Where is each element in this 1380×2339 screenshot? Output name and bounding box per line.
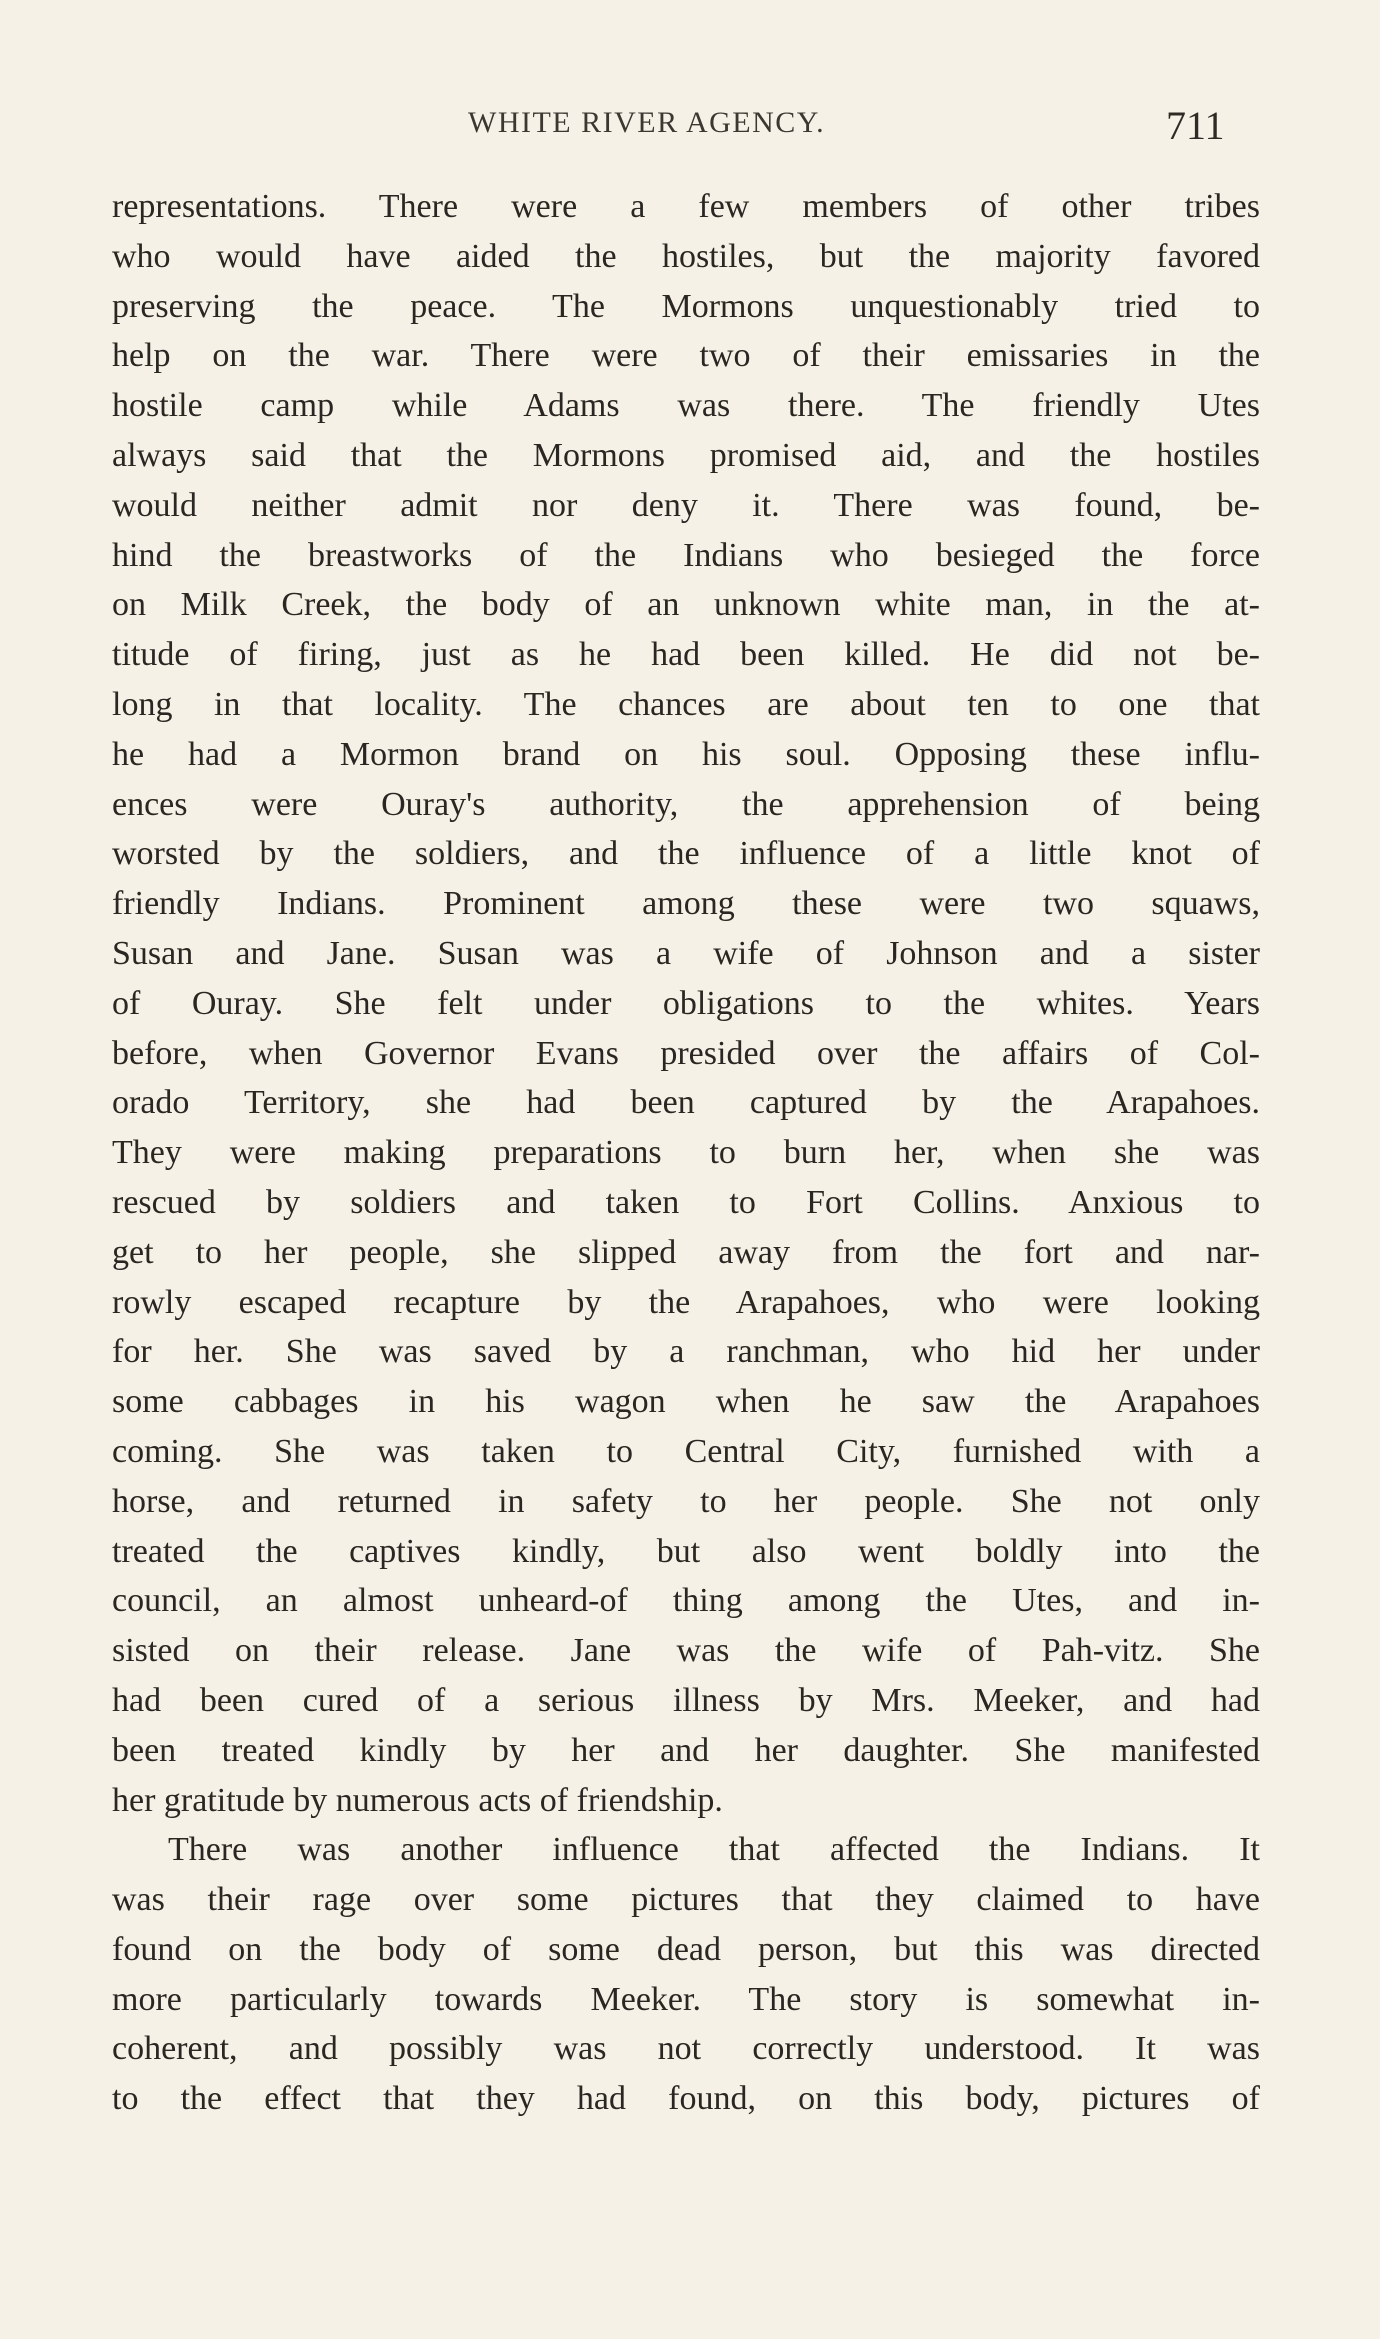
text-line: help on the war. There were two of their emissaries in the <box>112 337 1260 375</box>
text-line: long in that locality. The chances are about ten to one that <box>112 685 1260 723</box>
running-head: WHITE RIVER AGENCY. <box>468 106 826 139</box>
text-line: some cabbages in his wagon when he saw the Arapahoes <box>112 1383 1260 1421</box>
text-line: Susan and Jane. Susan was a wife of Johnson and a sister <box>112 934 1260 972</box>
text-line: sisted on their release. Jane was the wife of Pah-vitz. She <box>112 1632 1260 1670</box>
text-line: coming. She was taken to Central City, furnished with a <box>112 1432 1260 1470</box>
text-line: hostile camp while Adams was there. The friendly Utes <box>112 387 1260 425</box>
text-line: more particularly towards Meeker. The story is somewhat in- <box>112 1980 1260 2018</box>
text-line: would neither admit nor deny it. There was found, be- <box>112 486 1260 524</box>
text-line: They were making preparations to burn her, when she was <box>112 1134 1260 1172</box>
text-line: been treated kindly by her and her daughter. She manifested <box>112 1731 1260 1769</box>
text-line: of Ouray. She felt under obligations to the whites. Years <box>112 984 1260 1022</box>
text-line: titude of firing, just as he had been killed. He did not be- <box>112 636 1260 674</box>
text-line: council, an almost unheard-of thing among the Utes, and in- <box>112 1582 1260 1620</box>
paragraph-start-line: There was another influence that affected the Indians. It <box>168 1831 1260 1869</box>
paragraph-end-line: her gratitude by numerous acts of friendship. <box>112 1781 723 1819</box>
text-line: on Milk Creek, the body of an unknown white man, in the at- <box>112 586 1260 624</box>
text-line: treated the captives kindly, but also went boldly into the <box>112 1532 1260 1570</box>
text-line: to the effect that they had found, on this body, pictures of <box>112 2080 1260 2118</box>
text-line: always said that the Mormons promised aid, and the hostiles <box>112 436 1260 474</box>
text-line: who would have aided the hostiles, but the majority favored <box>112 237 1260 275</box>
page-number: 711 <box>1166 103 1225 148</box>
body-text <box>112 182 1260 2124</box>
text-line: representations. There were a few members of other tribes <box>112 188 1260 225</box>
text-line: for her. She was saved by a ranchman, who hid her under <box>112 1333 1260 1371</box>
text-line: rowly escaped recapture by the Arapahoes, who were looking <box>112 1283 1260 1321</box>
text-line: friendly Indians. Prominent among these were two squaws, <box>112 885 1260 923</box>
text-line: horse, and returned in safety to her people. She not only <box>112 1482 1260 1520</box>
text-line: ences were Ouray's authority, the apprehension of being <box>112 785 1260 823</box>
text-line: coherent, and possibly was not correctly understood. It was <box>112 2030 1260 2068</box>
text-line: had been cured of a serious illness by Mrs. Meeker, and had <box>112 1681 1260 1719</box>
text-line: worsted by the soldiers, and the influence of a little knot of <box>112 835 1260 873</box>
text-line: was their rage over some pictures that they claimed to have <box>112 1881 1260 1919</box>
text-line: get to her people, she slipped away from the fort and nar- <box>112 1233 1260 1271</box>
text-line: hind the breastworks of the Indians who besieged the force <box>112 536 1260 574</box>
text-line: preserving the peace. The Mormons unquestionably tried to <box>112 287 1260 325</box>
page-header <box>0 103 1380 156</box>
text-line: found on the body of some dead person, but this was directed <box>112 1930 1260 1968</box>
text-line: before, when Governor Evans presided over the affairs of Col- <box>112 1034 1260 1072</box>
text-line: he had a Mormon brand on his soul. Opposing these influ- <box>112 735 1260 773</box>
text-line: orado Territory, she had been captured by the Arapahoes. <box>112 1084 1260 1122</box>
text-line: rescued by soldiers and taken to Fort Collins. Anxious to <box>112 1183 1260 1221</box>
